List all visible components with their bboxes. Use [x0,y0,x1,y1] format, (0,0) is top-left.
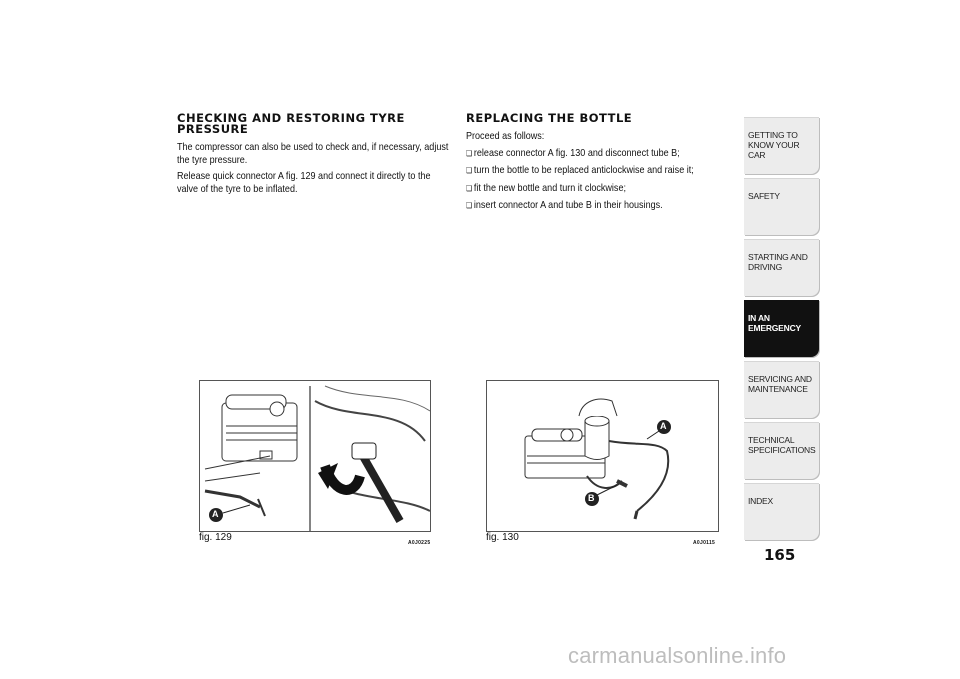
label-a: A [660,421,667,431]
tab-technical-specifications[interactable]: TECHNICAL SPECIFICATIONS [744,422,819,479]
label-a: A [212,509,219,519]
step-item: ❏ fit the new bottle and turn it clockwise; [466,182,720,196]
section-heading: REPLACING THE BOTTLE [466,111,633,125]
step-item: ❏ release connector A fig. 130 and disconnect tube B; [466,147,720,161]
section-heading: CHECKING AND RESTORING TYRE PRESSURE [177,111,405,136]
chapter-tabs [744,117,819,544]
page-number: 165 [764,546,796,564]
paragraph: The compressor can also be used to check and, if necessary, adjust the tyre pressure. [177,141,449,166]
paragraph: Release quick connector A fig. 129 and connect it directly to the valve of the tyre to be inflated. [177,170,431,195]
figure-code: A0J0115 [693,540,716,546]
figure-code: A0J0225 [408,540,431,546]
figure-130-illustration [486,380,719,532]
tab-getting-to-know-your-car[interactable]: GETTING TO KNOW YOUR CAR [744,117,819,174]
step-item: ❏ insert connector A and tube B in their housings. [466,199,720,213]
tab-starting-and-driving[interactable]: STARTING AND DRIVING [744,239,819,296]
tab-servicing-and-maintenance[interactable]: SERVICING AND MAINTENANCE [744,361,819,418]
section-replacing-bottle [466,113,721,217]
step-item: ❏ turn the bottle to be replaced anticlockwise and raise it; [466,164,720,178]
figure-caption: fig. 130 [486,532,519,543]
label-b: B [588,493,595,503]
section-tyre-pressure [177,113,452,199]
watermark[interactable]: carmanualsonline.info [568,643,787,668]
tab-index[interactable]: INDEX [744,483,819,540]
tab-in-an-emergency[interactable]: IN AN EMERGENCY [744,300,819,357]
intro-text: Proceed as follows: [466,130,545,142]
tab-safety[interactable]: SAFETY [744,178,819,235]
figure-129-illustration [199,380,431,532]
figure-caption: fig. 129 [199,532,232,543]
